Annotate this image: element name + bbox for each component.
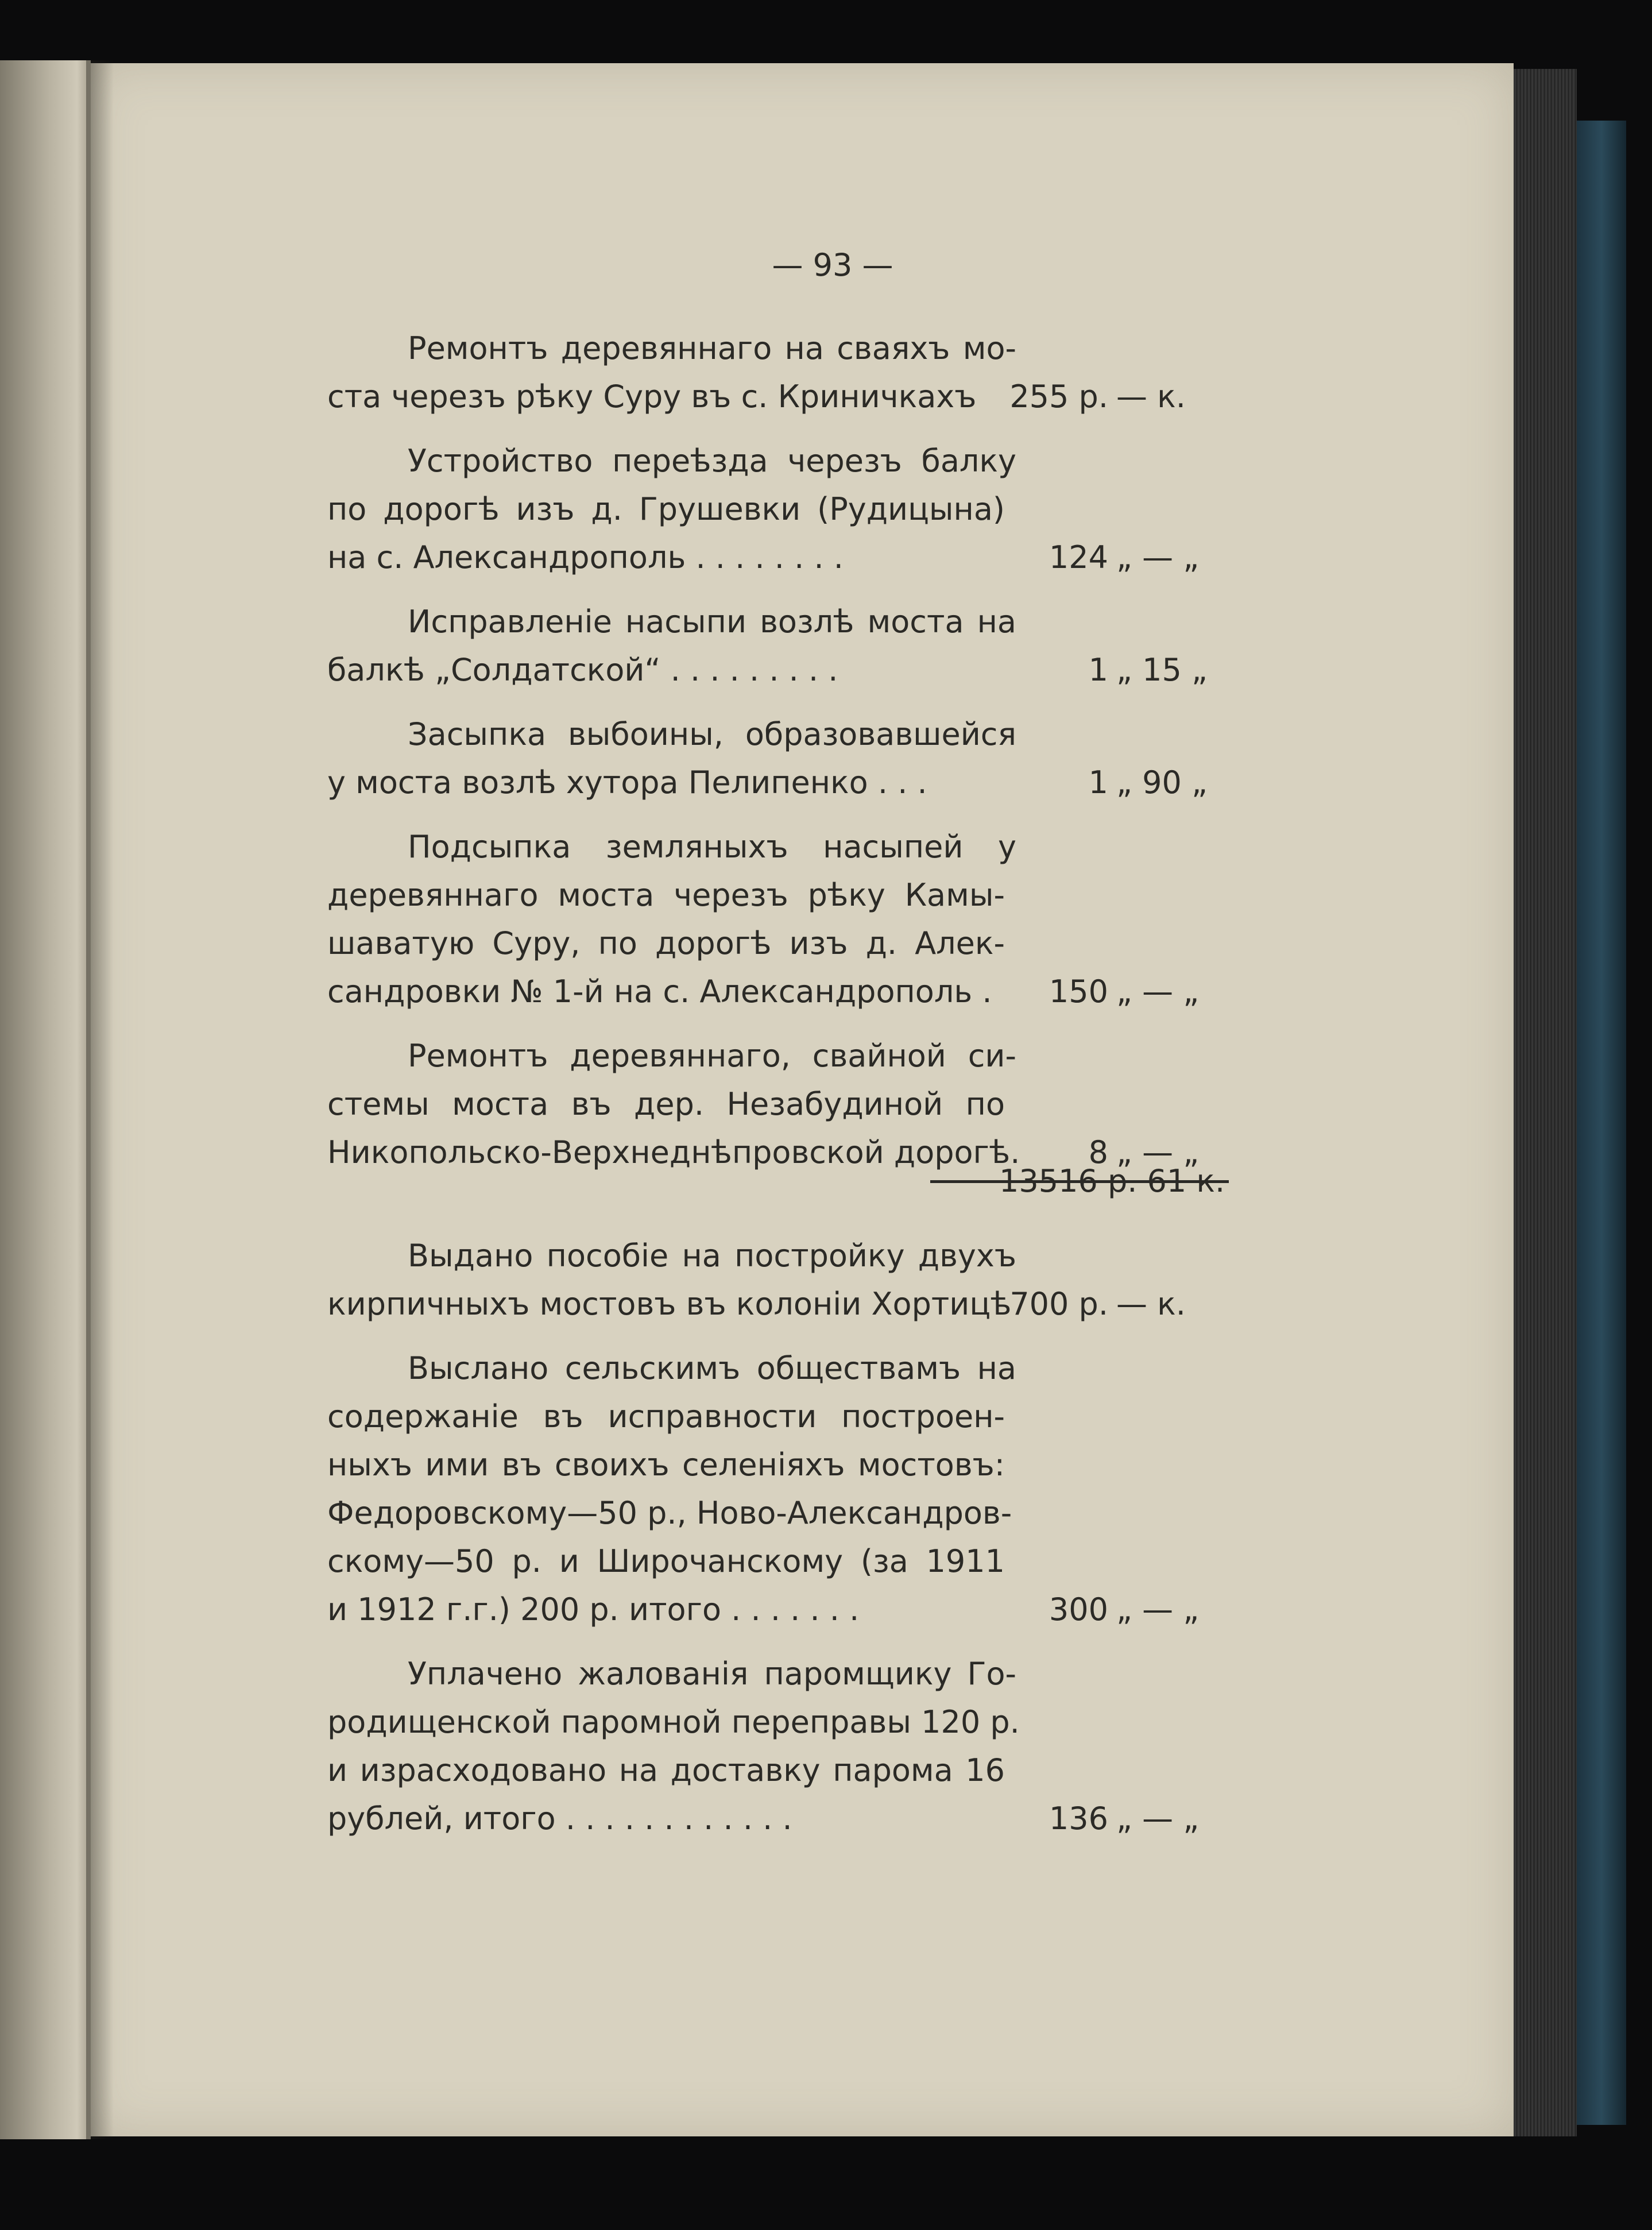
entry-line: ста черезъ рѣку Суру въ с. Криничкахъ xyxy=(327,378,977,415)
entry-amount xyxy=(999,1280,1240,1328)
entry-line: Выслано сельскимъ обществамъ на xyxy=(408,1350,1016,1386)
amount-value: 700 р. xyxy=(1009,1286,1108,1322)
facing-page-edge xyxy=(0,60,91,2139)
amount-value: 150 xyxy=(1049,973,1108,1010)
entry-line: и израсходовано на доставку парома 16 xyxy=(327,1752,1005,1788)
entry-line: по дорогѣ изъ д. Грушевки (Рудицына) xyxy=(327,491,1005,527)
entry-line: стемы моста въ дер. Незабудиной по xyxy=(327,1086,1005,1122)
entry-amount xyxy=(999,1586,1240,1634)
amount-kopecks: „ — „ xyxy=(1116,1134,1200,1170)
entry-line: содержаніе въ исправности построен- xyxy=(327,1398,1005,1435)
amount-value: 136 xyxy=(1049,1800,1108,1837)
entry-line: Подсыпка земляныхъ насыпей у xyxy=(408,829,1016,865)
amount-value: 255 р. xyxy=(1009,378,1108,415)
subtotal-value: 13516 р. 61 к. xyxy=(999,1163,1225,1199)
entry-line: Выдано пособіе на постройку двухъ xyxy=(408,1238,1016,1274)
book-cover-edge xyxy=(1577,121,1626,2125)
amount-value: 1 xyxy=(1088,652,1108,688)
subtotal-amount xyxy=(999,1157,1240,1205)
amount-kopecks: — к. xyxy=(1116,1286,1186,1322)
entry-line: шаватую Суру, по дорогѣ изъ д. Алек- xyxy=(327,925,1005,961)
amount-kopecks: — к. xyxy=(1116,378,1186,415)
amount-kopecks: „ 90 „ xyxy=(1116,764,1208,801)
entry-line: Никопольско-Верхнеднѣпровской дорогѣ. xyxy=(327,1134,1020,1170)
page-number: — 93 — xyxy=(772,247,893,283)
entry-amount xyxy=(999,373,1240,421)
entry-line: сандровки № 1-й на с. Александрополь . xyxy=(327,973,992,1010)
amount-kopecks: „ — „ xyxy=(1116,1800,1200,1837)
entry-line: Исправленіе насыпи возлѣ моста на xyxy=(408,604,1016,640)
entry-line: у моста возлѣ хутора Пелипенко . . . xyxy=(327,764,927,801)
entry-line: скому—50 р. и Широчанскому (за 1911 xyxy=(327,1543,1005,1579)
entry-amount xyxy=(999,646,1240,694)
entry-line: Ремонтъ деревяннаго на сваяхъ мо- xyxy=(408,330,1016,366)
entry-amount xyxy=(999,534,1240,582)
entry-amount xyxy=(999,1795,1240,1843)
entry-line: деревяннаго моста черезъ рѣку Камы- xyxy=(327,877,1005,913)
entry-line: на с. Александрополь . . . . . . . . xyxy=(327,539,844,575)
spine-shadow xyxy=(86,60,114,2139)
amount-kopecks: „ 15 „ xyxy=(1116,652,1208,688)
amount-kopecks: „ — „ xyxy=(1116,973,1200,1010)
entry-line: Уплачено жалованія паромщику Го- xyxy=(408,1656,1016,1692)
amount-value: 124 xyxy=(1049,539,1108,575)
amount-value: 8 xyxy=(1088,1134,1108,1170)
entry-line: рублей, итого . . . . . . . . . . . . xyxy=(327,1800,792,1837)
amount-value: 300 xyxy=(1049,1591,1108,1628)
amount-kopecks: „ — „ xyxy=(1116,539,1200,575)
amount-kopecks: „ — „ xyxy=(1116,1591,1200,1628)
entry-line: Федоровскому—50 р., Ново-Александров- xyxy=(327,1495,1012,1531)
entry-line: ныхъ ими въ своихъ селеніяхъ мостовъ: xyxy=(327,1447,1005,1483)
page-block-edges xyxy=(1514,69,1577,2136)
background xyxy=(0,2139,1652,2230)
entry-line: Засыпка выбоины, образовавшейся xyxy=(408,716,1016,752)
entry-amount xyxy=(999,759,1240,807)
amount-value: 1 xyxy=(1088,764,1108,801)
entry-line: и 1912 г.г.) 200 р. итого . . . . . . . xyxy=(327,1591,860,1628)
entry-line: балкѣ „Солдатской“ . . . . . . . . . xyxy=(327,652,838,688)
entry-amount xyxy=(999,968,1240,1016)
entry-line: Устройство переѣзда черезъ балку xyxy=(408,443,1016,479)
entry-line: Ремонтъ деревяннаго, свайной си- xyxy=(408,1038,1016,1074)
entry-line: родищенской паромной переправы 120 р. xyxy=(327,1704,1020,1740)
entry-line: кирпичныхъ мостовъ въ колоніи Хортицѣ xyxy=(327,1286,1012,1322)
